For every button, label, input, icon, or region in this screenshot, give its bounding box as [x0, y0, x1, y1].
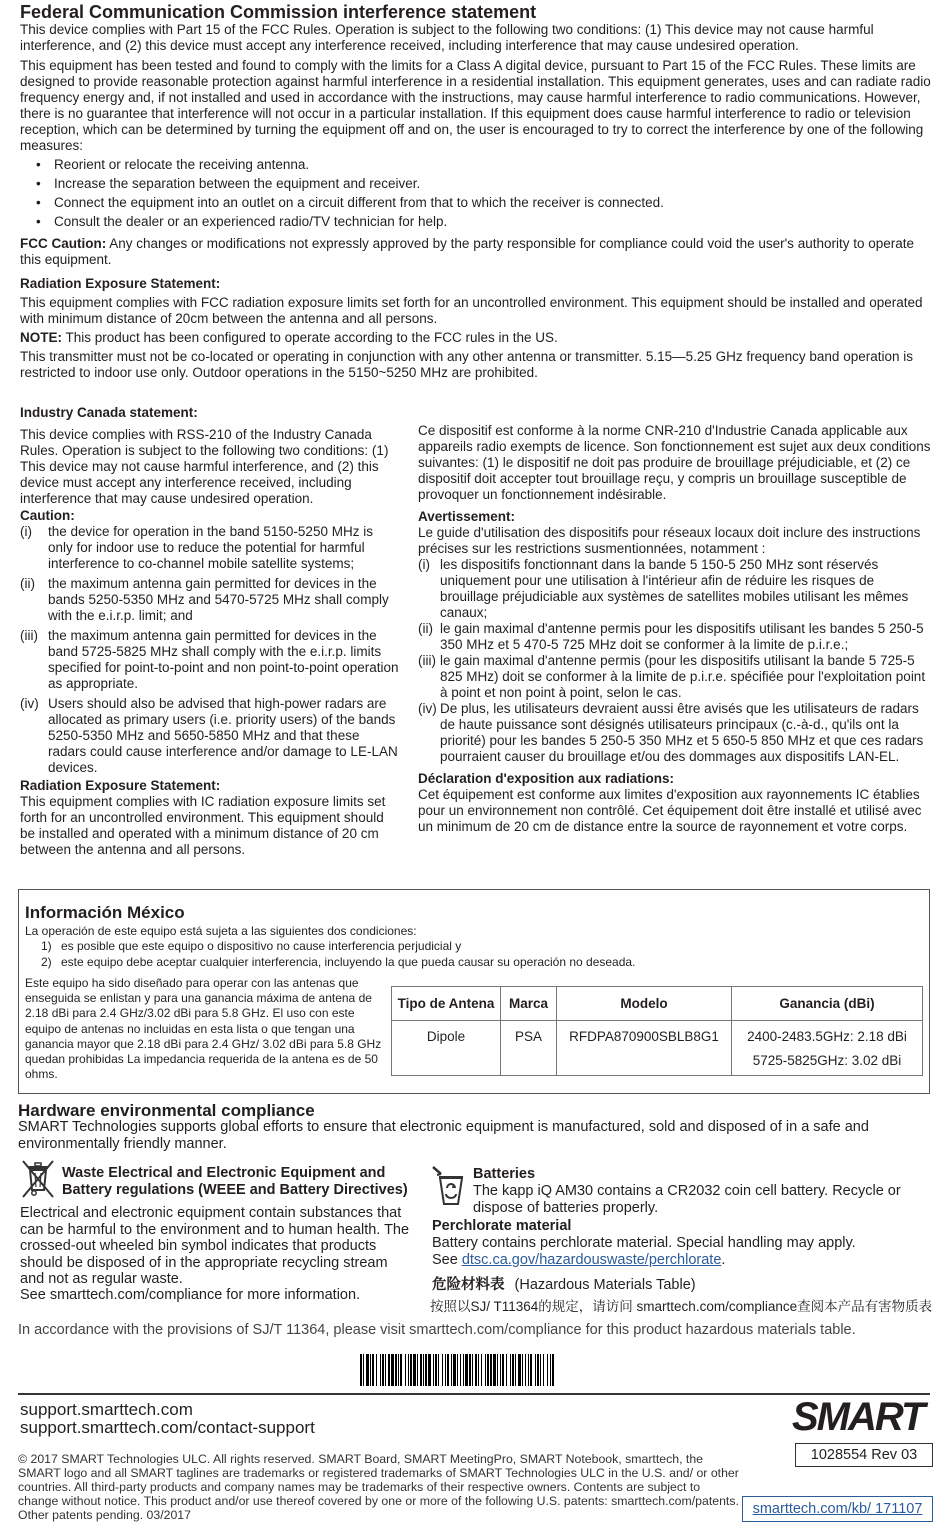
- barcode: [360, 1354, 555, 1386]
- fcc-radiation-text: This equipment complies with FCC radiation exposure limits set forth for an uncontrolled environment. This equipment should be installed and operated with minimum distance of 20cm between the antenna and all persons.: [20, 295, 923, 326]
- ic-caution-heading: Caution:: [20, 508, 75, 523]
- table-header: Modelo: [557, 987, 732, 1021]
- perchlorate-end: .: [721, 1252, 726, 1268]
- list-item: (i) the device for operation in the band 5150-5250 MHz is only for indoor use to reduce the potential for harmful interference to co-channel mobile satellite systems;: [20, 524, 373, 571]
- ic-fr-intro: Ce dispositif est conforme à la norme CNR-210 d'Industrie Canada applicable aux appareils radio exempts de licence. Son fonctionnement est sujet aux deux conditions suivantes: (1) le dispositif ne doit pas produire de brouillage préjudiciable, et (2) ce dispositif doit accepter tout brouillage reçu, y compris un brouillage susceptible de provoquer un fonctionnement indésirable.: [418, 423, 931, 502]
- list-item: (iii) the maximum antenna gain permitted for devices in the band 5725-5825 MHz shall comply with the e.i.r.p. limits specified for point-to-point and non point-to-point operation as appropriate.: [20, 628, 399, 691]
- antenna-gain-2: 5725-5825GHz: 3.02 dBi: [752, 1053, 902, 1068]
- accordance-text: In accordance with the provisions of SJ/T 11364, please visit smarttech.com/compliance for this product hazardous materials table.: [18, 1322, 856, 1338]
- ic-heading: Industry Canada statement:: [20, 405, 198, 420]
- copyright-text: © 2017 SMART Technologies ULC. All rights reserved. SMART Board, SMART MeetingPro, SMART Notebook, smarttech, the SMART logo and all SMART taglines are trademarks or registered trademarks of SMART Technologies ULC in the U.S. and/ or other countries. All third-party products and company names may be trademarks of their respective owners. Contents are subject to change without notice. This product and/or use thereof covered by one or more of the following U.S. patents: smarttech.com/patents. Other patents pending. 03/2017: [18, 1452, 739, 1522]
- ic-radiation-heading: Radiation Exposure Statement:: [20, 778, 221, 793]
- mexico-conditions: [41, 939, 911, 969]
- table-header: Marca: [501, 987, 557, 1021]
- fcc-title: Federal Communication Commission interference statement: [20, 2, 537, 22]
- hazmat-cn: 危险材料表: [432, 1277, 505, 1293]
- fcc-paragraph-2: This equipment has been tested and found to comply with the limits for a Class A digital device, pursuant to Part 15 of the FCC Rules. These limits are designed to provide reasonable protection against harmful interference in a residential installation. This equipment generates, uses and can radiate radio frequency energy and, if not installed and used in accordance with the instructions, may cause harmful interference to radio communications. However, there is no guarantee that interference will not occur in a particular installation. If this equipment does cause harmful interference to radio or television reception, which can be determined by turning the equipment off and on, the user is encouraged to try to correct the interference by one of the following measures:: [20, 58, 931, 153]
- mexico-intro: La operación de este equipo está sujeta a las siguientes dos condiciones:: [25, 924, 417, 938]
- perchlorate-link[interactable]: dtsc.ca.gov/hazardouswaste/perchlorate: [461, 1252, 722, 1268]
- support-url[interactable]: support.smarttech.com: [20, 1400, 193, 1419]
- kb-link[interactable]: smarttech.com/kb/ 171107: [742, 1496, 933, 1522]
- ic-intro: This device complies with RSS-210 of the Industry Canada Rules. Operation is subject to the following two conditions: (1) This device may not cause harmful interference, and (2) this device must accept any interference received, including interference that may cause undesired operation.: [20, 427, 389, 506]
- battery-recycle-icon: [430, 1164, 466, 1210]
- fcc-paragraph-1: This device complies with Part 15 of the FCC Rules. Operation is subject to the following two conditions: (1) This device may not cause harmful interference, and (2) this device must accept any interference received, including interference that may cause undesired operation.: [20, 22, 874, 53]
- batteries-text: The kapp iQ AM30 contains a CR2032 coin cell battery. Recycle or dispose of batteries properly.: [473, 1183, 901, 1216]
- perchlorate-heading: Perchlorate material: [432, 1218, 572, 1234]
- perchlorate-see: [432, 1252, 725, 1269]
- list-item: 1) es posible que este equipo o dispositivo no cause interferencia perjudicial y: [41, 939, 462, 953]
- crossed-out-bin-icon: [20, 1159, 56, 1199]
- table-header: Ganancia (dBi): [732, 987, 923, 1021]
- list-item: (i) les dispositifs fonctionnant dans la bande 5 150-5 250 MHz sont réservés uniquement pour une utilisation à l'intérieur afin de réduire les risques de brouillage préjudiciable aux systèmes de satellites mobiles utilisant les mêmes canaux;: [418, 557, 909, 620]
- fcc-transmitter-text: This transmitter must not be co-located or operating in conjunction with any other antenna or transmitter. 5.15—5.25 GHz frequency band operation is restricted to indoor use only. Outdoor operations in the 5150~5250 MHz are prohibited.: [20, 349, 913, 380]
- mexico-title: Información México: [25, 903, 185, 922]
- fcc-caution: [20, 236, 935, 268]
- env-intro: SMART Technologies supports global efforts to ensure that electronic equipment is manufactured, sold and disposed of in a safe and environmentally friendly manner.: [18, 1119, 869, 1152]
- antenna-type: Dipole: [392, 1021, 501, 1076]
- antenna-gain: [732, 1021, 923, 1076]
- list-item: • Consult the dealer or an experienced radio/TV technician for help.: [36, 214, 935, 230]
- smart-logo: SMART: [792, 1395, 924, 1439]
- mexico-box: [18, 889, 930, 1094]
- ic-fr-section: [418, 423, 933, 835]
- weee-text: Electrical and electronic equipment contain substances that can be harmful to the environment and to human health. The crossed-out wheeled bin symbol indicates that products should be disposed of in the appropriate recycling stream and not as regular waste.: [20, 1205, 410, 1287]
- list-item: (iii) le gain maximal d'antenne permis (pour les dispositifs utilisant la bande 5 725-5 825 MHz) doit se conformer à la limite de p.i.r.e. spécifiée pour l'exploitation point à point et non point à point, selon le cas.: [418, 653, 926, 700]
- batteries-heading: Batteries: [473, 1166, 536, 1182]
- fcc-note-text: This product has been configured to operate according to the FCC rules in the US.: [62, 330, 558, 345]
- list-item: • Connect the equipment into an outlet on a circuit different from that to which the receiver is connected.: [36, 195, 935, 211]
- table-row: [392, 1021, 923, 1076]
- list-item: (ii) the maximum antenna gain permitted for devices in the bands 5250-5350 MHz and 5470-5725 MHz shall comply with the e.i.r.p. limit; and: [20, 576, 389, 623]
- ic-fr-radiation-text: Cet équipement est conforme aux limites d'exposition aux rayonnements IC établies pour un environnement non contrôlé. Cet équipement doit être installé et utilisé avec un minimum de 20 cm de distance entre la source de rayonnement et votre corps.: [418, 787, 922, 834]
- list-item: 2) este equipo debe aceptar cualquier interferencia, incluyendo la que pueda causar su operación no deseada.: [41, 954, 636, 969]
- ic-fr-radiation-heading: Déclaration d'exposition aux radiations:: [418, 771, 675, 786]
- list-item: (iv) Users should also be advised that high-power radars are allocated as primary users (i.e. priority users) of the bands 5250-5350 MHz and 5650-5850 MHz and that these radars could cause interference and/or damage to LE-LAN devices.: [20, 696, 398, 775]
- document-id: 1028554 Rev 03: [795, 1443, 933, 1467]
- weee-see: See smarttech.com/compliance for more information.: [20, 1287, 361, 1303]
- ic-fr-warning-heading: Avertissement:: [418, 509, 516, 524]
- antenna-table: [391, 986, 923, 1076]
- fcc-caution-text: Any changes or modifications not expressly approved by the party responsible for compliance could void the user's authority to operate this equipment.: [20, 236, 915, 267]
- contact-support-url[interactable]: support.smarttech.com/contact-support: [20, 1418, 315, 1437]
- hazmat-cn-line: 按照以SJ/ T11364的规定，请访问 smarttech.com/compliance查阅本产品有害物质表: [430, 1299, 933, 1314]
- fcc-section: [20, 2, 935, 381]
- fcc-note: [20, 330, 935, 346]
- fcc-measures-list: [36, 157, 935, 230]
- mexico-body: Este equipo ha sido diseñado para operar con las antenas que enseguida se enlistan y para una ganancia máxima de antena de 2.18 dBi para 2.4 GHz/3.02 dBi para 5.8 GHz. El uso con este equipo de antenas no incluidas en esta lista o que tengan una ganancia mayor que 2.18 dBi para 2.4 GHz/ 3.02 dBi para 5.8 GHz quedan prohibidas La impedancia requerida de la antena es de 50 ohms.: [25, 976, 382, 1082]
- table-header: Tipo de Antena: [392, 987, 501, 1021]
- weee-heading: Waste Electrical and Electronic Equipment and Battery regulations (WEEE and Battery Directives): [62, 1165, 408, 1198]
- antenna-gain-1: 2400-2483.5GHz: 2.18 dBi: [747, 1029, 907, 1044]
- list-item: • Reorient or relocate the receiving antenna.: [36, 157, 935, 173]
- list-item: (ii) le gain maximal d'antenne permis pour les dispositifs utilisant les bandes 5 250-5 350 MHz et 5 470-5 725 MHz doit se conformer à la limite de p.i.r.e.;: [418, 621, 924, 652]
- list-item: • Increase the separation between the equipment and receiver.: [36, 176, 935, 192]
- perchlorate-text: Battery contains perchlorate material. Special handling may apply.: [432, 1235, 856, 1251]
- hazmat-title: [432, 1277, 696, 1294]
- fcc-caution-label: FCC Caution:: [20, 236, 107, 251]
- antenna-model: RFDPA870900SBLB8G1: [557, 1021, 732, 1076]
- fcc-radiation-heading: Radiation Exposure Statement:: [20, 276, 221, 291]
- ic-section: [20, 405, 400, 858]
- ic-radiation-text: This equipment complies with IC radiation exposure limits set forth for an uncontrolled environment. This equipment should be installed and operated with a minimum distance of 20 cm between the antenna and all persons.: [20, 794, 386, 857]
- env-title: Hardware environmental compliance: [18, 1101, 315, 1120]
- fcc-note-label: NOTE:: [20, 330, 62, 345]
- antenna-brand: PSA: [501, 1021, 557, 1076]
- table-header-row: [392, 987, 923, 1021]
- list-item: (iv) De plus, les utilisateurs devraient aussi être avisés que les utilisateurs de radars de haute puissance sont désignés utilisateurs principaux (c.-à-d., qu'ils ont la priorité) pour les bandes 5 250-5 350 MHz et 5 650-5 850 MHz et que ces radars pourraient causer du brouillage et/ou des dommages aux dispositifs LAN-EL.: [418, 701, 924, 764]
- perchlorate-see-label: See: [432, 1252, 462, 1268]
- hazmat-en: (Hazardous Materials Table): [514, 1277, 696, 1293]
- ic-fr-warning-intro: Le guide d'utilisation des dispositifs pour réseaux locaux doit inclure des instructions précises sur les restrictions susmentionnées, notamment :: [418, 525, 921, 556]
